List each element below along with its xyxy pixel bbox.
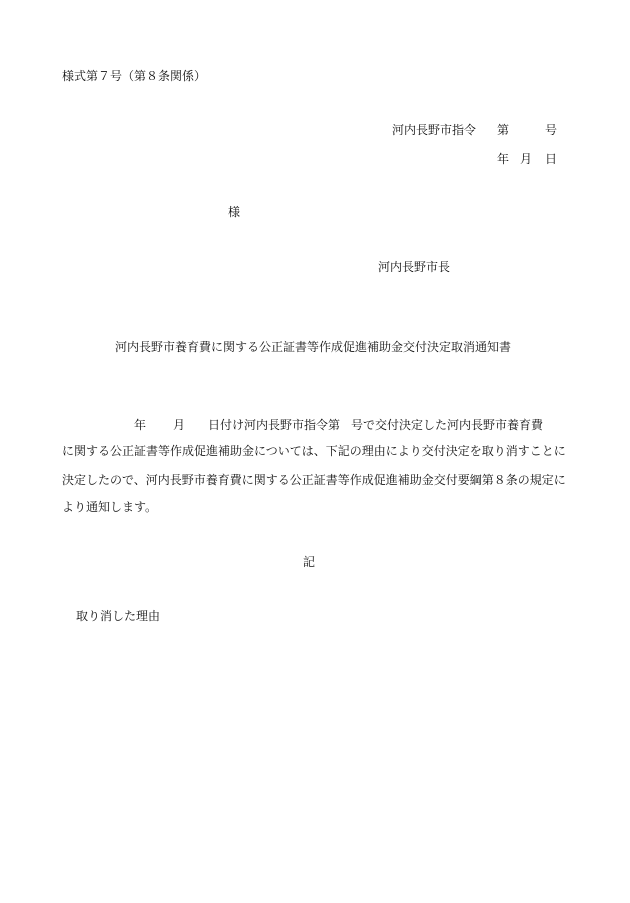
body-line-4: より通知します。 [62, 500, 158, 514]
addressee-honorific: 様 [228, 205, 241, 219]
body-decision-text: 号で交付決定した河内長野市養育費 [351, 418, 544, 432]
document-title: 河内長野市養育費に関する公正証書等作成促進補助金交付決定取消通知書 [115, 340, 512, 354]
body-month-label: 月 [173, 418, 186, 432]
date-day-label: 日 [545, 152, 558, 166]
body-order-reference: 日付け河内長野市指令第 [208, 418, 341, 432]
form-number: 様式第７号（第８条関係） [62, 69, 207, 83]
sender: 河内長野市長 [378, 260, 451, 274]
issue-number-prefix: 第 [497, 123, 510, 137]
body-line-3: 決定したので、河内長野市養育費に関する公正証書等作成促進補助金交付要綱第８条の規定に [62, 473, 566, 487]
issue-number-suffix: 号 [545, 123, 558, 137]
issue-office: 河内長野市指令 [392, 123, 477, 137]
date-month-label: 月 [520, 152, 533, 166]
date-year-label: 年 [497, 152, 510, 166]
body-line-2: に関する公正証書等作成促進補助金については、下記の理由により交付決定を取り消すことに [62, 444, 566, 458]
reason-label: 取り消した理由 [76, 609, 161, 623]
body-year-label: 年 [134, 418, 147, 432]
ki-heading: 記 [303, 555, 316, 569]
